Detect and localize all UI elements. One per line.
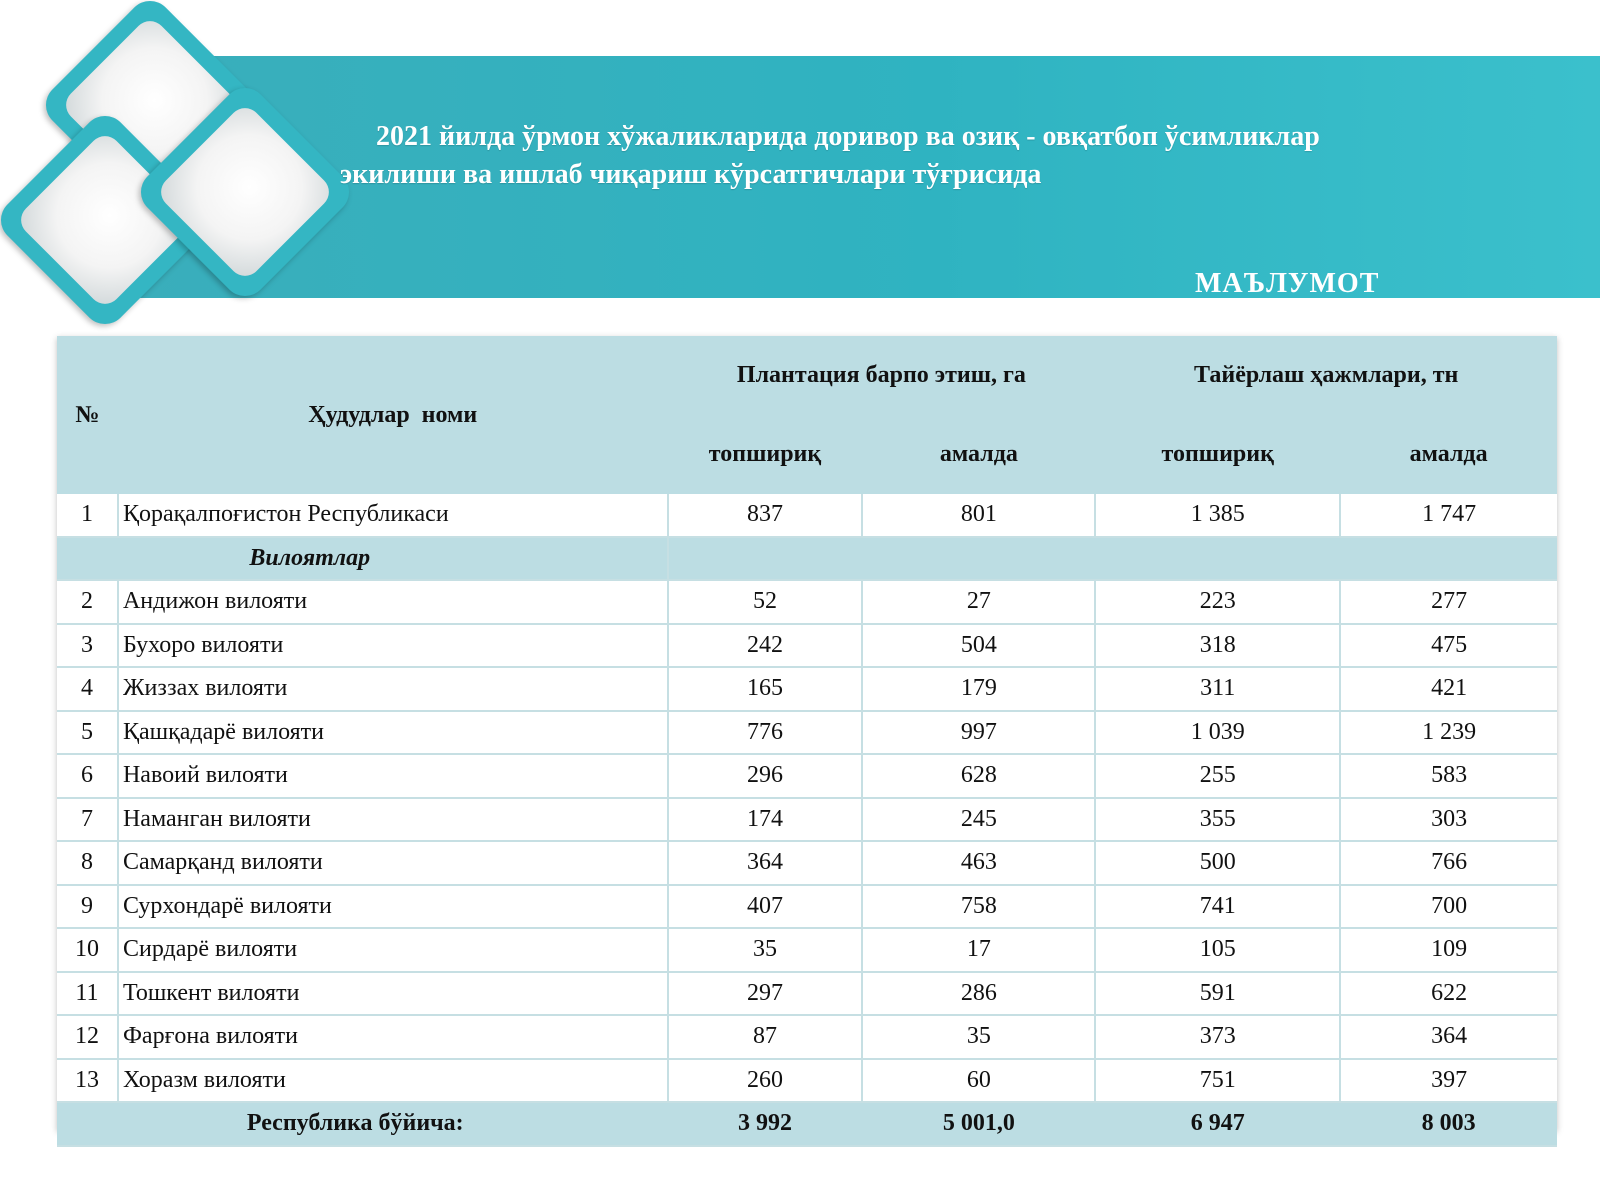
cell-value: 622 <box>1340 972 1557 1016</box>
row-number: 5 <box>57 711 118 755</box>
header-num: № <box>57 336 118 494</box>
region-name: Тошкент вилояти <box>118 972 668 1016</box>
cell-value: 751 <box>1095 1059 1340 1103</box>
region-name: Хоразм вилояти <box>118 1059 668 1103</box>
header-group-plantation: Плантация барпо этиш, га <box>668 336 1096 414</box>
cell-value: 741 <box>1095 885 1340 929</box>
cell-value: 303 <box>1340 798 1557 842</box>
table-row <box>57 580 1557 624</box>
cell-value: 504 <box>862 624 1095 668</box>
row-number: 4 <box>57 667 118 711</box>
cell-value: 311 <box>1095 667 1340 711</box>
cell-value: 277 <box>1340 580 1557 624</box>
cell-value: 109 <box>1340 928 1557 972</box>
region-name: Сирдарё вилояти <box>118 928 668 972</box>
cell-value: 35 <box>668 928 863 972</box>
row-number: 2 <box>57 580 118 624</box>
cell-value: 260 <box>668 1059 863 1103</box>
table-row <box>57 711 1557 755</box>
cell-value: 318 <box>1095 624 1340 668</box>
section-label: Вилоятлар <box>57 537 668 581</box>
total-value: 6 947 <box>1095 1102 1340 1146</box>
total-value: 5 001,0 <box>862 1102 1095 1146</box>
cell-value: 27 <box>862 580 1095 624</box>
cell-value: 355 <box>1095 798 1340 842</box>
table-row <box>57 1015 1557 1059</box>
cell-value: 758 <box>862 885 1095 929</box>
total-row <box>57 1102 1557 1146</box>
cell-value: 245 <box>862 798 1095 842</box>
table-row <box>57 928 1557 972</box>
page-title <box>340 118 1480 194</box>
region-name: Бухоро вилояти <box>118 624 668 668</box>
cell-value: 421 <box>1340 667 1557 711</box>
header-group-volume: Тайёрлаш ҳажмлари, тн <box>1095 336 1557 414</box>
total-label: Республика бўйича: <box>57 1102 668 1146</box>
region-name: Сурхондарё вилояти <box>118 885 668 929</box>
header-region: Ҳудудлар номи <box>118 336 668 494</box>
row-number: 1 <box>57 494 118 537</box>
cell-value: 1 239 <box>1340 711 1557 755</box>
cell-value: 407 <box>668 885 863 929</box>
cell-value: 296 <box>668 754 863 798</box>
cell-value: 397 <box>1340 1059 1557 1103</box>
cell-value: 223 <box>1095 580 1340 624</box>
cell-value: 475 <box>1340 624 1557 668</box>
table-row <box>57 624 1557 668</box>
region-name: Қашқадарё вилояти <box>118 711 668 755</box>
row-number: 3 <box>57 624 118 668</box>
data-table <box>57 336 1557 1147</box>
cell-value: 364 <box>668 841 863 885</box>
cell-value: 700 <box>1340 885 1557 929</box>
cell-value: 52 <box>668 580 863 624</box>
cell-value: 628 <box>862 754 1095 798</box>
cell-value: 463 <box>862 841 1095 885</box>
table-row <box>57 841 1557 885</box>
section-row <box>57 537 1557 581</box>
cell-value: 60 <box>862 1059 1095 1103</box>
cell-value: 297 <box>668 972 863 1016</box>
table-row <box>57 494 1557 537</box>
cell-value: 373 <box>1095 1015 1340 1059</box>
cell-value: 591 <box>1095 972 1340 1016</box>
table-row <box>57 754 1557 798</box>
row-number: 11 <box>57 972 118 1016</box>
table-row <box>57 798 1557 842</box>
cell-value: 801 <box>862 494 1095 537</box>
row-number: 10 <box>57 928 118 972</box>
cell-value: 766 <box>1340 841 1557 885</box>
region-name: Наманган вилояти <box>118 798 668 842</box>
cell-value: 179 <box>862 667 1095 711</box>
table-row <box>57 1059 1557 1103</box>
region-name: Қорақалпоғистон Республикаси <box>118 494 668 537</box>
cell-value: 255 <box>1095 754 1340 798</box>
cell-value: 583 <box>1340 754 1557 798</box>
cell-value: 837 <box>668 494 863 537</box>
region-name: Самарқанд вилояти <box>118 841 668 885</box>
cell-value: 364 <box>1340 1015 1557 1059</box>
title-line-1: 2021 йилда ўрмон хўжаликларида доривор ва озиқ - овқатбоп ўсимликлар <box>376 121 1320 152</box>
cell-value: 242 <box>668 624 863 668</box>
page-subtitle: МАЪЛУМОТ <box>1195 268 1380 299</box>
row-number: 8 <box>57 841 118 885</box>
table-row <box>57 667 1557 711</box>
cell-value: 1 039 <box>1095 711 1340 755</box>
cell-value: 87 <box>668 1015 863 1059</box>
row-number: 9 <box>57 885 118 929</box>
row-number: 7 <box>57 798 118 842</box>
title-line-2: экилиши ва ишлаб чиқариш кўрсатгичлари тўғрисида <box>340 159 1042 190</box>
cell-value: 776 <box>668 711 863 755</box>
table-row <box>57 885 1557 929</box>
region-name: Навоий вилояти <box>118 754 668 798</box>
row-number: 6 <box>57 754 118 798</box>
region-name: Андижон вилояти <box>118 580 668 624</box>
cell-value: 165 <box>668 667 863 711</box>
cell-value: 1 747 <box>1340 494 1557 537</box>
total-value: 8 003 <box>1340 1102 1557 1146</box>
header-plan-1: топшириқ <box>668 414 863 494</box>
header-plan-2: топшириқ <box>1095 414 1340 494</box>
cell-value: 286 <box>862 972 1095 1016</box>
cell-value: 35 <box>862 1015 1095 1059</box>
region-name: Фарғона вилояти <box>118 1015 668 1059</box>
total-value: 3 992 <box>668 1102 863 1146</box>
cell-value: 105 <box>1095 928 1340 972</box>
row-number: 12 <box>57 1015 118 1059</box>
cell-value: 17 <box>862 928 1095 972</box>
table-row <box>57 972 1557 1016</box>
cell-value: 174 <box>668 798 863 842</box>
header-actual-2: амалда <box>1340 414 1557 494</box>
row-number: 13 <box>57 1059 118 1103</box>
cell-value: 997 <box>862 711 1095 755</box>
cell-value: 1 385 <box>1095 494 1340 537</box>
cell-value: 500 <box>1095 841 1340 885</box>
header-actual-1: амалда <box>862 414 1095 494</box>
region-name: Жиззах вилояти <box>118 667 668 711</box>
